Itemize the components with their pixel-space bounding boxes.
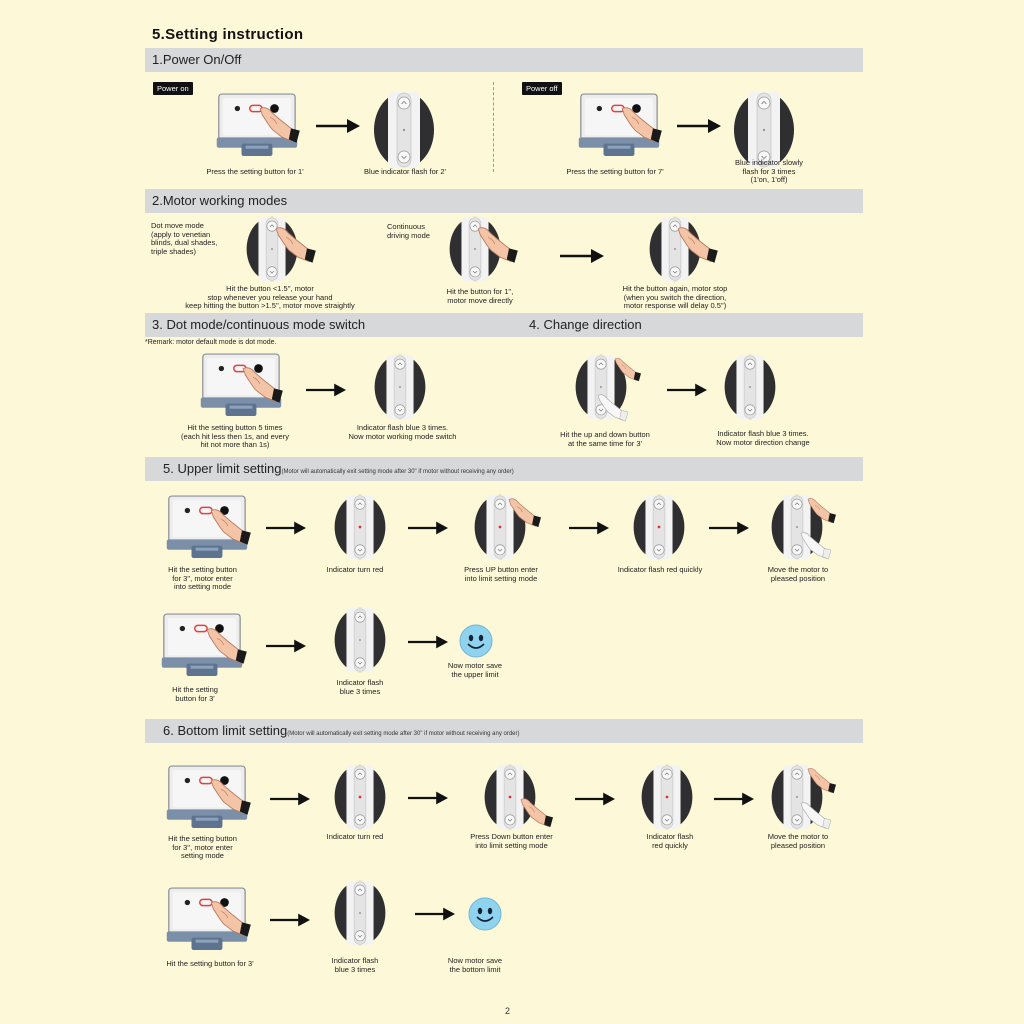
upper-caption-2: Indicator turn red — [326, 565, 384, 574]
white-glove-hand-icon — [794, 530, 838, 560]
arrow-icon — [315, 118, 361, 134]
section-direction-title: 4. Change direction — [529, 317, 642, 332]
section-upper-header — [145, 457, 863, 481]
hand-icon — [476, 224, 520, 264]
section-modes-header: 2.Motor working modes — [145, 189, 863, 213]
remote-figure — [373, 91, 435, 169]
continuous-mode-label: Continuous driving mode — [387, 222, 430, 240]
white-glove-hand-icon — [596, 392, 630, 422]
direction-press-caption: Hit the up and down button at the same time for 3' — [560, 430, 650, 448]
arrow-icon — [266, 520, 306, 536]
power-on-result-caption: Blue indicator flash for 2' — [364, 167, 446, 176]
page-title: 5.Setting instruction — [152, 26, 304, 43]
section-power-header: 1.Power On/Off — [145, 48, 863, 72]
switch-press-caption: Hit the setting button 5 times (each hit less then 1s, and every hit not more than 1s) — [181, 423, 289, 449]
section-switch-header — [145, 313, 863, 337]
white-glove-hand-icon — [794, 800, 838, 830]
power-off-result-caption: Blue indicator slowly flash for 3 times (1'on, 1'off) — [735, 158, 803, 184]
bottom-caption-4: Indicator flash red quickly — [646, 832, 694, 850]
bottom-caption-3: Press Down button enter into limit setting mode — [470, 832, 553, 850]
arrow-icon — [667, 382, 707, 398]
hand-icon — [606, 356, 650, 382]
dot-mode-label: Dot move mode (apply to venetian blinds, dual shades, triple shades) — [151, 221, 218, 256]
hand-icon — [205, 625, 249, 665]
smiley-icon — [468, 897, 502, 931]
section-bottom-note: (Motor will automatically exit setting mode after 30" if motor without receiving any order) — [287, 731, 520, 737]
section-upper-title: 5. Upper limit setting — [163, 461, 282, 476]
upper-caption-4: Indicator flash red quickly — [617, 565, 703, 574]
arrow-icon — [575, 791, 615, 807]
arrow-icon — [415, 906, 455, 922]
bottom-caption-5: Move the motor to pleased position — [767, 832, 829, 850]
section-bottom-title: 6. Bottom limit setting — [163, 723, 288, 738]
remark-note: *Remark: motor default mode is dot mode. — [145, 339, 277, 346]
upper-caption-5: Move the motor to pleased position — [767, 565, 829, 583]
bottom-caption-6: Hit the setting button for 3' — [166, 959, 254, 968]
bottom-caption-7: Indicator flash blue 3 times — [331, 956, 379, 974]
hand-icon — [258, 104, 302, 144]
section-bottom-header — [145, 719, 863, 743]
bottom-caption-2: Indicator turn red — [326, 832, 384, 841]
upper-caption-1: Hit the setting button for 3'', motor enter into setting mode — [168, 565, 237, 591]
arrow-icon — [306, 382, 346, 398]
arrow-icon — [408, 520, 448, 536]
section-upper-note: (Motor will automatically exit setting mode after 30" if motor without receiving any order) — [281, 469, 514, 475]
hand-icon — [209, 898, 253, 938]
hand-icon — [800, 766, 844, 794]
remote-red-figure — [329, 764, 391, 830]
direction-result-caption: Indicator flash blue 3 times. Now motor direction change — [716, 429, 810, 447]
arrow-icon — [559, 248, 605, 264]
bottom-caption-8: Now motor save the bottom limit — [447, 956, 503, 974]
arrow-icon — [408, 634, 448, 650]
hand-icon — [515, 796, 559, 828]
power-on-press-caption: Press the setting button for 1' — [206, 167, 304, 176]
hand-icon — [209, 776, 253, 816]
arrow-icon — [270, 912, 310, 928]
hand-icon — [620, 104, 664, 144]
continuous-mode-caption: Hit the button for 1'', motor move directly — [446, 287, 514, 305]
arrow-icon — [569, 520, 609, 536]
upper-caption-8: Now motor save the upper limit — [447, 661, 503, 679]
section-divider — [493, 82, 494, 172]
page-number: 2 — [505, 1006, 511, 1016]
remote-red-figure — [636, 764, 698, 830]
arrow-icon — [408, 790, 448, 806]
arrow-icon — [714, 791, 754, 807]
smiley-icon — [459, 624, 493, 658]
arrow-icon — [709, 520, 749, 536]
remote-figure — [329, 880, 391, 946]
remote-figure — [369, 354, 431, 420]
hand-icon — [503, 496, 547, 528]
arrow-icon — [676, 118, 722, 134]
power-off-tag: Power off — [522, 82, 562, 95]
power-off-press-caption: Press the setting button for 7' — [566, 167, 664, 176]
power-on-tag: Power on — [153, 82, 193, 95]
hand-icon — [274, 224, 318, 264]
hand-icon — [241, 364, 285, 404]
section-switch-title: 3. Dot mode/continuous mode switch — [152, 317, 366, 332]
arrow-icon — [266, 638, 306, 654]
remote-figure — [719, 354, 781, 420]
remote-figure — [329, 607, 391, 673]
dot-mode-caption: Hit the button <1.5'', motor stop whenever you release your hand keep hitting the button >1.5'', motor move straightly — [185, 284, 355, 310]
upper-caption-6: Hit the setting button for 3' — [172, 685, 218, 703]
again-caption: Hit the button again, motor stop (when you switch the direction, motor response will delay 0.5'') — [622, 284, 728, 310]
arrow-icon — [270, 791, 310, 807]
hand-icon — [209, 506, 253, 546]
remote-red-figure — [628, 494, 690, 560]
upper-caption-7: Indicator flash blue 3 times — [336, 678, 384, 696]
upper-caption-3: Press UP button enter into limit setting mode — [464, 565, 538, 583]
bottom-caption-1: Hit the setting button for 3'', motor enter setting mode — [168, 834, 237, 860]
hand-icon — [800, 496, 844, 524]
remote-red-figure — [329, 494, 391, 560]
hand-icon — [676, 224, 720, 264]
switch-result-caption: Indicator flash blue 3 times. Now motor working mode switch — [348, 423, 457, 441]
